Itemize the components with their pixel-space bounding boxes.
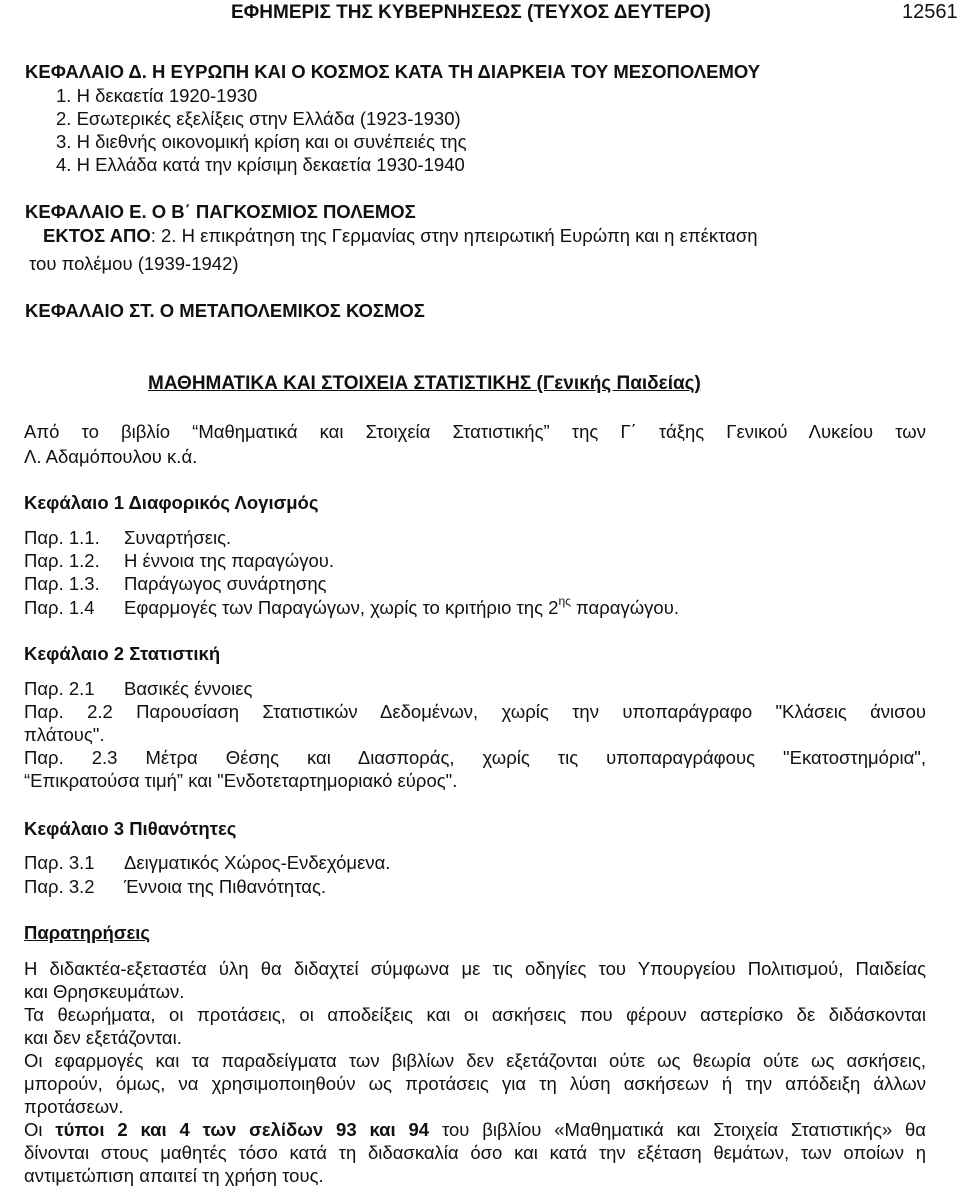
note-line: Οι εφαρμογές και τα παραδείγματα των βιβλίων δεν εξετάζονται ούτε ως θεωρία ούτε ως ασκήσεις,	[24, 1050, 926, 1071]
history-chapter-st-title: ΚΕΦΑΛΑΙΟ ΣΤ. Ο ΜΕΤΑΠΟΛΕΜΙΚΟΣ ΚΟΣΜΟΣ	[25, 300, 425, 321]
note-line: δίνονται στους μαθητές τόσο κατά τη διδασκαλία όσο και κατά την εξέταση θεμάτων, των οποίων η	[24, 1142, 926, 1163]
math-chapter-1-item	[24, 594, 679, 619]
gazette-header-title: ΕΦΗΜΕΡΙΣ ΤΗΣ ΚΥΒΕΡΝΗΣΕΩΣ (ΤΕΥΧΟΣ ΔΕΥΤΕΡΟ)	[231, 2, 711, 23]
math-chapter-3-item	[24, 876, 326, 898]
math-chapter-2-item: Παρ. 2.3 Μέτρα Θέσης και Διασποράς, χωρίς τις υποπαραγράφους "Εκατοστημόρια",	[24, 747, 926, 768]
note-emphasis: τύποι 2 και 4 των σελίδων 93 και 94	[55, 1119, 430, 1140]
history-chapter-e-exception	[43, 225, 758, 247]
history-chapter-e-exception-cont: του πολέμου (1939-1942)	[29, 253, 239, 274]
item-text: Παράγωγος συνάρτησης	[124, 573, 327, 594]
history-chapter-d-title: ΚΕΦΑΛΑΙΟ Δ. Η ΕΥΡΩΠΗ ΚΑΙ Ο ΚΟΣΜΟΣ ΚΑΤΑ ΤΗ ΔΙΑΡΚΕΙΑ ΤΟΥ ΜΕΣΟΠΟΛΕΜΟΥ	[25, 61, 761, 82]
note-line: Η διδακτέα-εξεταστέα ύλη θα διδαχτεί σύμφωνα με τις οδηγίες του Υπουργείου Πολιτισμού, Παιδείας	[24, 958, 926, 979]
item-text: Δειγματικός Χώρος-Ενδεχόμενα.	[124, 852, 391, 873]
note-line	[24, 1119, 926, 1141]
math-chapter-2-item: Παρ. 2.2 Παρουσίαση Στατιστικών Δεδομένων, χωρίς την υποπαράγραφο "Κλάσεις άνισου	[24, 701, 926, 722]
note-text: Οι	[24, 1119, 56, 1140]
note-line: και Θρησκευμάτων.	[24, 981, 185, 1002]
note-line: προτάσεων.	[24, 1096, 124, 1117]
history-chapter-d-item: 1. Η δεκαετία 1920-1930	[56, 85, 258, 106]
item-label: Παρ. 1.3.	[24, 573, 100, 594]
item-label: Παρ. 3.1	[24, 852, 95, 873]
item-label: Παρ. 3.2	[24, 876, 95, 897]
exception-label: ΕΚΤΟΣ ΑΠΟ	[43, 225, 151, 246]
math-chapter-1-item	[24, 527, 231, 549]
history-chapter-e-title: ΚΕΦΑΛΑΙΟ Ε. Ο Β΄ ΠΑΓΚΟΣΜΙΟΣ ΠΟΛΕΜΟΣ	[25, 201, 416, 222]
item-text-end: παραγώγου.	[570, 597, 679, 618]
math-chapter-3-title: Κεφάλαιο 3 Πιθανότητες	[24, 818, 237, 839]
item-label: Παρ. 1.4	[24, 597, 95, 618]
note-line: Τα θεωρήματα, οι προτάσεις, οι αποδείξεις και οι ασκήσεις που φέρουν αστερίσκο δε διδάσκονται	[24, 1004, 926, 1025]
item-text: Εφαρμογές των Παραγώγων, χωρίς το κριτήριο της 2	[124, 597, 559, 618]
notes-title: Παρατηρήσεις	[24, 922, 151, 943]
ordinal-superscript: ης	[558, 594, 571, 608]
note-text: του βιβλίου «Μαθηματικά και Στοιχεία Στατιστικής» θα	[429, 1119, 927, 1140]
math-chapter-1-item	[24, 573, 327, 595]
note-line: αντιμετώπιση απαιτεί τη χρήση τους.	[24, 1165, 324, 1186]
history-chapter-d-item: 2. Εσωτερικές εξελίξεις στην Ελλάδα (1923-1930)	[56, 108, 461, 129]
history-chapter-d-item: 3. Η διεθνής οικονομική κρίση και οι συνέπειές της	[56, 131, 467, 152]
item-text: Συναρτήσεις.	[124, 527, 232, 548]
note-line: και δεν εξετάζονται.	[24, 1027, 182, 1048]
item-text: Έννοια της Πιθανότητας.	[124, 876, 327, 897]
math-chapter-2-item-cont: πλάτους".	[24, 724, 105, 745]
math-chapter-2-item-cont: “Επικρατούσα τιμή” και "Ενδοτεταρτημοριακό εύρος".	[24, 770, 458, 791]
math-chapter-2-item	[24, 678, 252, 700]
math-chapter-2-title: Κεφάλαιο 2 Στατιστική	[24, 643, 221, 664]
item-text: Η έννοια της παραγώγου.	[124, 550, 335, 571]
math-section-title: ΜΑΘΗΜΑΤΙΚΑ ΚΑΙ ΣΤΟΙΧΕΙΑ ΣΤΑΤΙΣΤΙΚΗΣ (Γενικής Παιδείας)	[148, 373, 701, 394]
math-chapter-1-item	[24, 550, 334, 572]
item-label: Παρ. 1.1.	[24, 527, 100, 548]
math-chapter-1-title: Κεφάλαιο 1 Διαφορικός Λογισμός	[24, 492, 319, 513]
exception-text: : 2. Η επικράτηση της Γερμανίας στην ηπειρωτική Ευρώπη και η επέκταση	[150, 225, 758, 246]
item-text: Βασικές έννοιες	[124, 678, 253, 699]
math-intro-line: Λ. Αδαμόπουλου κ.ά.	[24, 446, 198, 467]
item-label: Παρ. 1.2.	[24, 550, 100, 571]
page-number: 12561	[902, 1, 958, 23]
history-chapter-d-item: 4. Η Ελλάδα κατά την κρίσιμη δεκαετία 1930-1940	[56, 154, 465, 175]
note-line: μπορούν, όμως, να χρησιμοποιηθούν ως προτάσεις για τη λύση ασκήσεων ή την απόδειξη άλλων	[24, 1073, 926, 1094]
math-chapter-3-item	[24, 852, 390, 874]
item-label: Παρ. 2.1	[24, 678, 95, 699]
math-intro-line: Από το βιβλίο “Μαθηματικά και Στοιχεία Στατιστικής” της Γ΄ τάξης Γενικού Λυκείου των	[24, 421, 926, 442]
